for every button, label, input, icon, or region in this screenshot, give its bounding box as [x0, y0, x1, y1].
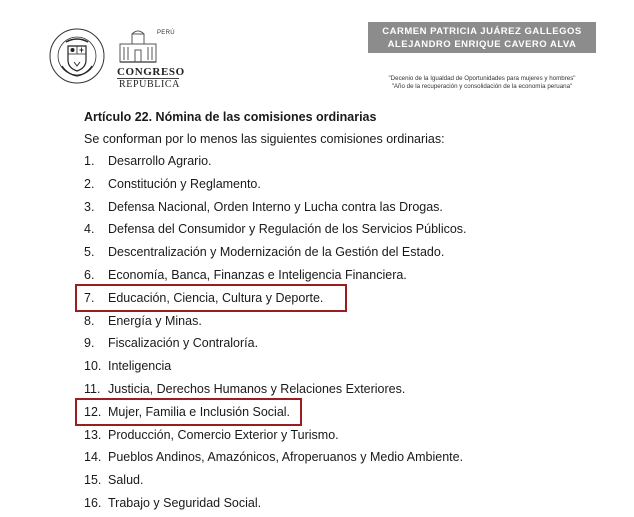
commission-item [84, 496, 261, 510]
commission-name: Desarrollo Agrario. [108, 154, 212, 168]
decenio-line: "Año de la recuperación y consolidación de la economía peruana" [391, 83, 573, 90]
commission-item [84, 473, 143, 487]
commission-name: Educación, Ciencia, Cultura y Deporte. [108, 290, 324, 305]
commission-number: 8. [84, 313, 95, 328]
author-name: CARMEN PATRICIA JUÁREZ GALLEGOS [382, 26, 582, 37]
commission-number: 15. [84, 473, 102, 488]
commission-item [84, 314, 202, 328]
commission-number: 12. [84, 404, 102, 419]
commission-name: Producción, Comercio Exterior y Turismo. [108, 427, 339, 442]
commission-number: 1. [84, 154, 95, 168]
congress-name: CONGRESO [117, 66, 185, 78]
congress-building-icon [119, 30, 157, 64]
commission-name: Justicia, Derechos Humanos y Relaciones Exteriores. [108, 382, 406, 396]
article-title: Artículo 22. Nómina de las comisiones ordinarias [84, 110, 377, 124]
commission-name: Descentralización y Modernización de la Gestión del Estado. [108, 245, 445, 260]
author-name: ALEJANDRO ENRIQUE CAVERO ALVA [387, 39, 577, 50]
document-header [0, 0, 634, 100]
commission-name: Fiscalización y Contraloría. [108, 336, 259, 351]
decenio-caption [366, 75, 598, 91]
commission-name: Pueblos Andinos, Amazónicos, Afroperuanos y Medio Ambiente. [108, 450, 464, 465]
commission-number: 16. [84, 496, 102, 510]
commission-name: Mujer, Familia e Inclusión Social. [108, 404, 291, 419]
highlight-box [75, 398, 302, 426]
congress-logo [117, 28, 185, 90]
commission-item [84, 382, 405, 396]
commission-item [84, 245, 444, 259]
commission-number: 7. [84, 290, 95, 305]
commission-item [84, 450, 463, 464]
commission-number: 4. [84, 222, 95, 237]
commission-item [84, 222, 467, 236]
authors-banner [368, 22, 596, 53]
commission-name: Salud. [108, 473, 144, 488]
commission-number: 2. [84, 176, 95, 191]
commission-number: 6. [84, 268, 95, 282]
commission-item [84, 428, 339, 442]
commission-item [84, 177, 261, 191]
commission-item [84, 336, 258, 350]
commission-item [84, 359, 171, 373]
commission-name: Energía y Minas. [108, 313, 202, 328]
commission-name: Defensa del Consumidor y Regulación de los Servicios Públicos. [108, 222, 467, 237]
congress-country-label: PERÚ [157, 30, 175, 36]
commission-name: Constitución y Reglamento. [108, 176, 261, 191]
commission-number: 9. [84, 336, 95, 351]
commission-name: Defensa Nacional, Orden Interno y Lucha contra las Drogas. [108, 199, 443, 214]
decenio-line: "Decenio de la Igualdad de Oportunidades para mujeres y hombres" [388, 75, 576, 82]
commission-number: 3. [84, 199, 95, 214]
commission-number: 10. [84, 359, 102, 374]
commission-number: 5. [84, 245, 95, 260]
highlight-box [75, 284, 347, 312]
commission-number: 11. [84, 382, 101, 396]
commission-name: Economía, Banca, Finanzas e Inteligencia Financiera. [108, 268, 407, 282]
commission-number: 13. [84, 427, 102, 442]
peru-coat-of-arms-seal [48, 26, 106, 88]
commission-item [84, 268, 407, 282]
commission-name: Trabajo y Seguridad Social. [108, 496, 262, 510]
commission-item [84, 200, 443, 214]
commission-number: 14. [84, 450, 102, 465]
congress-republic: REPÚBLICA [119, 79, 180, 90]
commission-item [84, 154, 212, 168]
commission-name: Inteligencia [108, 359, 172, 374]
article-intro: Se conforman por lo menos las siguientes comisiones ordinarias: [84, 132, 445, 146]
